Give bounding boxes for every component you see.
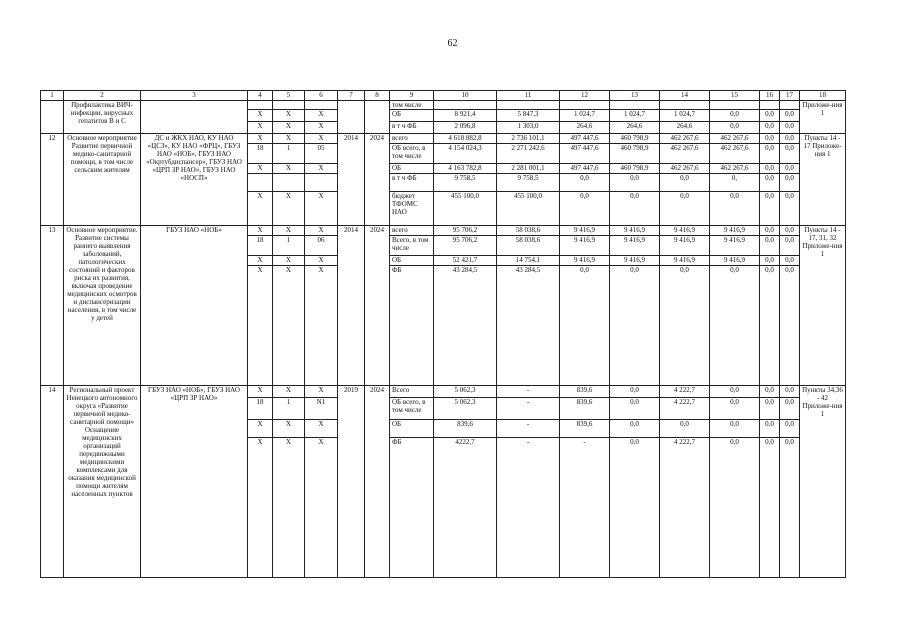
amount-cell: 0,0: [660, 192, 710, 226]
amount-cell: [710, 101, 760, 110]
amount-cell: 5 847,3: [497, 110, 560, 122]
amount-cell: 462 267,6: [660, 164, 710, 174]
funding-source: бюджет ТФОМС НАО: [390, 192, 434, 226]
funding-source: в т ч ФБ: [390, 174, 434, 192]
amount-cell: 264,6: [610, 122, 660, 134]
amount-cell: 0,0: [610, 174, 660, 192]
amount-cell: 0,0: [780, 192, 800, 226]
amount-cell: 0,0: [610, 386, 660, 398]
amount-cell: 4222,7: [434, 438, 497, 578]
budget-code-pp: Х: [273, 226, 305, 236]
column-number: 13: [610, 91, 660, 101]
amount-cell: 0,0: [710, 386, 760, 398]
amount-cell: 0,0: [660, 420, 710, 438]
page-number: 62: [447, 38, 458, 49]
amount-cell: 2 736 101,1: [497, 134, 560, 144]
amount-cell: 9 416,9: [610, 256, 660, 266]
funding-source: Всего, в том числе: [390, 236, 434, 256]
budget-code-om: Х: [305, 386, 338, 398]
year-end: [365, 101, 390, 134]
budget-code-gr: Х: [248, 110, 273, 122]
budget-code-pp: Х: [273, 266, 305, 386]
funding-source: том числе: [390, 101, 434, 110]
amount-cell: 264,6: [560, 122, 610, 134]
amount-cell: 2 096,8: [434, 122, 497, 134]
amount-cell: 58 038,6: [497, 226, 560, 236]
budget-code-gr: Х: [248, 122, 273, 134]
amount-cell: 0,0: [760, 420, 780, 438]
budget-code-om: Х: [305, 192, 338, 226]
column-number: 15: [710, 91, 760, 101]
amount-cell: 0,0: [560, 266, 610, 386]
funding-source: ФБ: [390, 438, 434, 578]
year-start: 2014: [338, 134, 365, 226]
amount-cell: 5 062,3: [434, 386, 497, 398]
column-number: 17: [780, 91, 800, 101]
amount-cell: 497 447,6: [560, 144, 610, 164]
column-number: 14: [660, 91, 710, 101]
amount-cell: 2 281 001,1: [497, 164, 560, 174]
amount-cell: 9 416,9: [560, 226, 610, 236]
budget-code-pp: Х: [273, 110, 305, 122]
amount-cell: 460 798,9: [610, 134, 660, 144]
amount-cell: 497 447,6: [560, 164, 610, 174]
amount-cell: 0,0: [780, 144, 800, 164]
amount-cell: 9 416,9: [710, 226, 760, 236]
amount-cell: 0,: [710, 174, 760, 192]
executor: ДС и ЖКХ НАО, КУ НАО «ЦСЗ», КУ НАО «ФРЦ», ГБУЗ НАО «НОБ», ГБУЗ НАО «Окртубдиспансер», ГБУЗ НАО «ЦРП ЗР НАО», ГБУЗ НАО «НОСП»: [141, 134, 248, 226]
amount-cell: 4 154 024,3: [434, 144, 497, 164]
note: Пункты 14 - 17 Приложе-ния 1: [800, 134, 846, 226]
amount-cell: 839,6: [560, 398, 610, 420]
note: Пункты 34,36 - 42 Приложе-ния 1: [800, 386, 846, 578]
amount-cell: 462 267,6: [660, 144, 710, 164]
funding-source: ОБ всего, в том числе: [390, 144, 434, 164]
budget-code-om: Х: [305, 420, 338, 438]
amount-cell: 462 267,6: [660, 134, 710, 144]
amount-cell: 839,6: [560, 386, 610, 398]
column-number: 4: [248, 91, 273, 101]
amount-cell: 0,0: [610, 266, 660, 386]
amount-cell: 9 416,9: [610, 226, 660, 236]
budget-code-pp: [273, 101, 305, 110]
year-end: 2024: [365, 226, 390, 386]
budget-code-om: 05: [305, 144, 338, 164]
amount-cell: 0,0: [710, 122, 760, 134]
amount-cell: 0,0: [710, 266, 760, 386]
amount-cell: 2 271 242,6: [497, 144, 560, 164]
column-number: 18: [800, 91, 846, 101]
amount-cell: 58 038,6: [497, 236, 560, 256]
amount-cell: 52 421,7: [434, 256, 497, 266]
amount-cell: 0,0: [760, 122, 780, 134]
amount-cell: 0,0: [780, 164, 800, 174]
amount-cell: [434, 101, 497, 110]
note: Приложе-ния 1: [800, 101, 846, 134]
funding-source: ОБ: [390, 164, 434, 174]
budget-code-gr: Х: [248, 438, 273, 578]
amount-cell: -: [560, 438, 610, 578]
row-number: 12: [41, 134, 64, 226]
amount-cell: 4 163 782,8: [434, 164, 497, 174]
row-number: [41, 101, 64, 134]
amount-cell: 0,0: [760, 164, 780, 174]
budget-code-gr: Х: [248, 420, 273, 438]
year-start: 2014: [338, 226, 365, 386]
funding-source: всего: [390, 134, 434, 144]
column-number: 11: [497, 91, 560, 101]
budget-code-gr: Х: [248, 256, 273, 266]
year-end: 2024: [365, 386, 390, 578]
amount-cell: 0,0: [710, 110, 760, 122]
executor: ГБУЗ НАО «НОБ»: [141, 226, 248, 386]
amount-cell: 0,0: [780, 438, 800, 578]
budget-code-gr: 18: [248, 144, 273, 164]
amount-cell: 0,0: [710, 192, 760, 226]
table-body: [41, 91, 846, 578]
amount-cell: -: [497, 398, 560, 420]
amount-cell: 0,0: [760, 192, 780, 226]
note: Пункты 14 - 17, 31, 32 Приложе-ния 1: [800, 226, 846, 386]
budget-code-pp: 1: [273, 398, 305, 420]
budget-code-pp: 1: [273, 144, 305, 164]
amount-cell: 0,0: [780, 236, 800, 256]
budget-code-om: Х: [305, 122, 338, 134]
amount-cell: 9 416,9: [710, 256, 760, 266]
amount-cell: -: [497, 420, 560, 438]
amount-cell: 1 303,0: [497, 122, 560, 134]
column-number: 1: [41, 91, 64, 101]
amount-cell: 1 024,7: [610, 110, 660, 122]
column-number: 10: [434, 91, 497, 101]
amount-cell: 95 706,2: [434, 236, 497, 256]
amount-cell: [560, 101, 610, 110]
budget-code-gr: Х: [248, 386, 273, 398]
row-number: 13: [41, 226, 64, 386]
column-number: 12: [560, 91, 610, 101]
amount-cell: 0,0: [780, 134, 800, 144]
amount-cell: 4 222,7: [660, 386, 710, 398]
amount-cell: 839,6: [560, 420, 610, 438]
budget-code-pp: Х: [273, 256, 305, 266]
amount-cell: 0,0: [760, 110, 780, 122]
funding-source: ОБ всего, в том числе: [390, 398, 434, 420]
budget-code-pp: [273, 174, 305, 192]
table-row: [41, 386, 846, 398]
budget-code-pp: Х: [273, 386, 305, 398]
budget-code-pp: Х: [273, 164, 305, 174]
amount-cell: 0,0: [760, 398, 780, 420]
amount-cell: 9 758,5: [497, 174, 560, 192]
table-row: [41, 101, 846, 110]
budget-code-om: Х: [305, 164, 338, 174]
amount-cell: 497 447,6: [560, 134, 610, 144]
amount-cell: 0,0: [780, 174, 800, 192]
measure-name: Основное мероприятие. Развитие системы раннего выявления заболеваний, патологических состояний и факторов риска их развития, включая проведение медицинских осмотров и диспансеризации населения, в том числе у детей: [64, 226, 141, 386]
budget-code-om: Х: [305, 134, 338, 144]
budget-code-om: Х: [305, 110, 338, 122]
amount-cell: 4 222,7: [660, 438, 710, 578]
amount-cell: 0,0: [610, 192, 660, 226]
column-number: 8: [365, 91, 390, 101]
amount-cell: 0,0: [710, 420, 760, 438]
column-number: 5: [273, 91, 305, 101]
amount-cell: 0,0: [780, 122, 800, 134]
budget-code-pp: 1: [273, 236, 305, 256]
amount-cell: 9 758,5: [434, 174, 497, 192]
amount-cell: 0,0: [780, 386, 800, 398]
amount-cell: 0,0: [660, 174, 710, 192]
measure-name: Основное мероприятие Развитие первичной медико-санитарной помощи, в том числе сельским жителям: [64, 134, 141, 226]
amount-cell: 4 222,7: [660, 398, 710, 420]
year-end: 2024: [365, 134, 390, 226]
amount-cell: 460 798,9: [610, 164, 660, 174]
amount-cell: 0,0: [780, 256, 800, 266]
column-number: 3: [141, 91, 248, 101]
amount-cell: 839,6: [434, 420, 497, 438]
funding-source: ОБ: [390, 256, 434, 266]
funding-source: ОБ: [390, 420, 434, 438]
row-number: 14: [41, 386, 64, 578]
amount-cell: 0,0: [760, 438, 780, 578]
amount-cell: 95 706,2: [434, 226, 497, 236]
table-row: [41, 134, 846, 144]
column-number: 16: [760, 91, 780, 101]
budget-code-gr: Х: [248, 134, 273, 144]
budget-code-om: [305, 174, 338, 192]
amount-cell: 0,0: [780, 266, 800, 386]
amount-cell: -: [497, 438, 560, 578]
budget-code-om: Х: [305, 438, 338, 578]
executor: ГБУЗ НАО «НОБ», ГБУЗ НАО «ЦРП ЗР НАО»: [141, 386, 248, 578]
amount-cell: 0,0: [760, 134, 780, 144]
measure-name: Профилактика ВИЧ-инфекции, вирусных гепатитов В и С: [64, 101, 141, 134]
budget-code-gr: [248, 101, 273, 110]
budget-code-om: N1: [305, 398, 338, 420]
amount-cell: 0,0: [710, 438, 760, 578]
funding-source: всего: [390, 226, 434, 236]
amount-cell: 0,0: [780, 110, 800, 122]
amount-cell: 9 416,9: [710, 236, 760, 256]
funding-source: в т ч ФБ: [390, 122, 434, 134]
column-number: 9: [390, 91, 434, 101]
budget-code-gr: 18: [248, 398, 273, 420]
column-number: 7: [338, 91, 365, 101]
amount-cell: 9 416,9: [560, 256, 610, 266]
amount-cell: 462 267,6: [710, 164, 760, 174]
amount-cell: 9 416,9: [660, 236, 710, 256]
amount-cell: 0,0: [560, 192, 610, 226]
amount-cell: 0,0: [760, 266, 780, 386]
amount-cell: 0,0: [760, 236, 780, 256]
budget-code-om: Х: [305, 256, 338, 266]
budget-code-gr: Х: [248, 266, 273, 386]
column-number: 2: [64, 91, 141, 101]
budget-code-om: Х: [305, 226, 338, 236]
amount-cell: 0,0: [760, 174, 780, 192]
amount-cell: 5 062,3: [434, 398, 497, 420]
amount-cell: 264,6: [660, 122, 710, 134]
amount-cell: 4 618 882,8: [434, 134, 497, 144]
budget-code-gr: 18: [248, 236, 273, 256]
budget-code-om: Х: [305, 266, 338, 386]
amount-cell: [610, 101, 660, 110]
amount-cell: 43 284,5: [497, 266, 560, 386]
column-number-row: [41, 91, 846, 101]
budget-code-pp: Х: [273, 134, 305, 144]
funding-source: Всего: [390, 386, 434, 398]
budget-code-gr: [248, 174, 273, 192]
amount-cell: 0,0: [760, 386, 780, 398]
amount-cell: [497, 101, 560, 110]
amount-cell: 0,0: [710, 398, 760, 420]
amount-cell: 8 921,4: [434, 110, 497, 122]
budget-code-pp: Х: [273, 122, 305, 134]
budget-table: [40, 90, 846, 578]
budget-code-gr: Х: [248, 192, 273, 226]
amount-cell: 1 024,7: [660, 110, 710, 122]
amount-cell: 14 754,1: [497, 256, 560, 266]
amount-cell: 0,0: [660, 266, 710, 386]
amount-cell: 460 798,9: [610, 144, 660, 164]
budget-code-om: [305, 101, 338, 110]
budget-code-gr: Х: [248, 226, 273, 236]
amount-cell: 0,0: [610, 398, 660, 420]
amount-cell: 9 416,9: [660, 256, 710, 266]
executor: [141, 101, 248, 134]
amount-cell: 462 267,6: [710, 144, 760, 164]
amount-cell: 455 100,0: [434, 192, 497, 226]
measure-name: Региональный проект Ненецкого автономного округа «Развитие первичной медико-санитарной помощи» Оснащение медицинских организаций передвижными медицинскими комплексами для оказания медицинской помощи жителям населенных пунктов: [64, 386, 141, 578]
amount-cell: 0,0: [760, 256, 780, 266]
amount-cell: 455 100,0: [497, 192, 560, 226]
amount-cell: [660, 101, 710, 110]
amount-cell: 0,0: [760, 226, 780, 236]
amount-cell: 1 024,7: [560, 110, 610, 122]
budget-code-pp: Х: [273, 420, 305, 438]
amount-cell: 43 284,5: [434, 266, 497, 386]
budget-code-pp: Х: [273, 192, 305, 226]
funding-source: ФБ: [390, 266, 434, 386]
budget-code-pp: Х: [273, 438, 305, 578]
year-start: 2019: [338, 386, 365, 578]
amount-cell: [760, 101, 780, 110]
budget-code-om: 06: [305, 236, 338, 256]
amount-cell: 9 416,9: [610, 236, 660, 256]
amount-cell: 0,0: [780, 226, 800, 236]
amount-cell: 462 267,6: [710, 134, 760, 144]
column-number: 6: [305, 91, 338, 101]
amount-cell: 9 416,9: [560, 236, 610, 256]
amount-cell: 9 416,9: [660, 226, 710, 236]
amount-cell: 0,0: [610, 438, 660, 578]
budget-code-gr: Х: [248, 164, 273, 174]
amount-cell: 0,0: [760, 144, 780, 164]
funding-source: ОБ: [390, 110, 434, 122]
amount-cell: 0,0: [560, 174, 610, 192]
amount-cell: -: [497, 386, 560, 398]
amount-cell: 0,0: [780, 420, 800, 438]
year-start: [338, 101, 365, 134]
table-row: [41, 226, 846, 236]
amount-cell: 0,0: [780, 398, 800, 420]
amount-cell: 0,0: [610, 420, 660, 438]
amount-cell: [780, 101, 800, 110]
